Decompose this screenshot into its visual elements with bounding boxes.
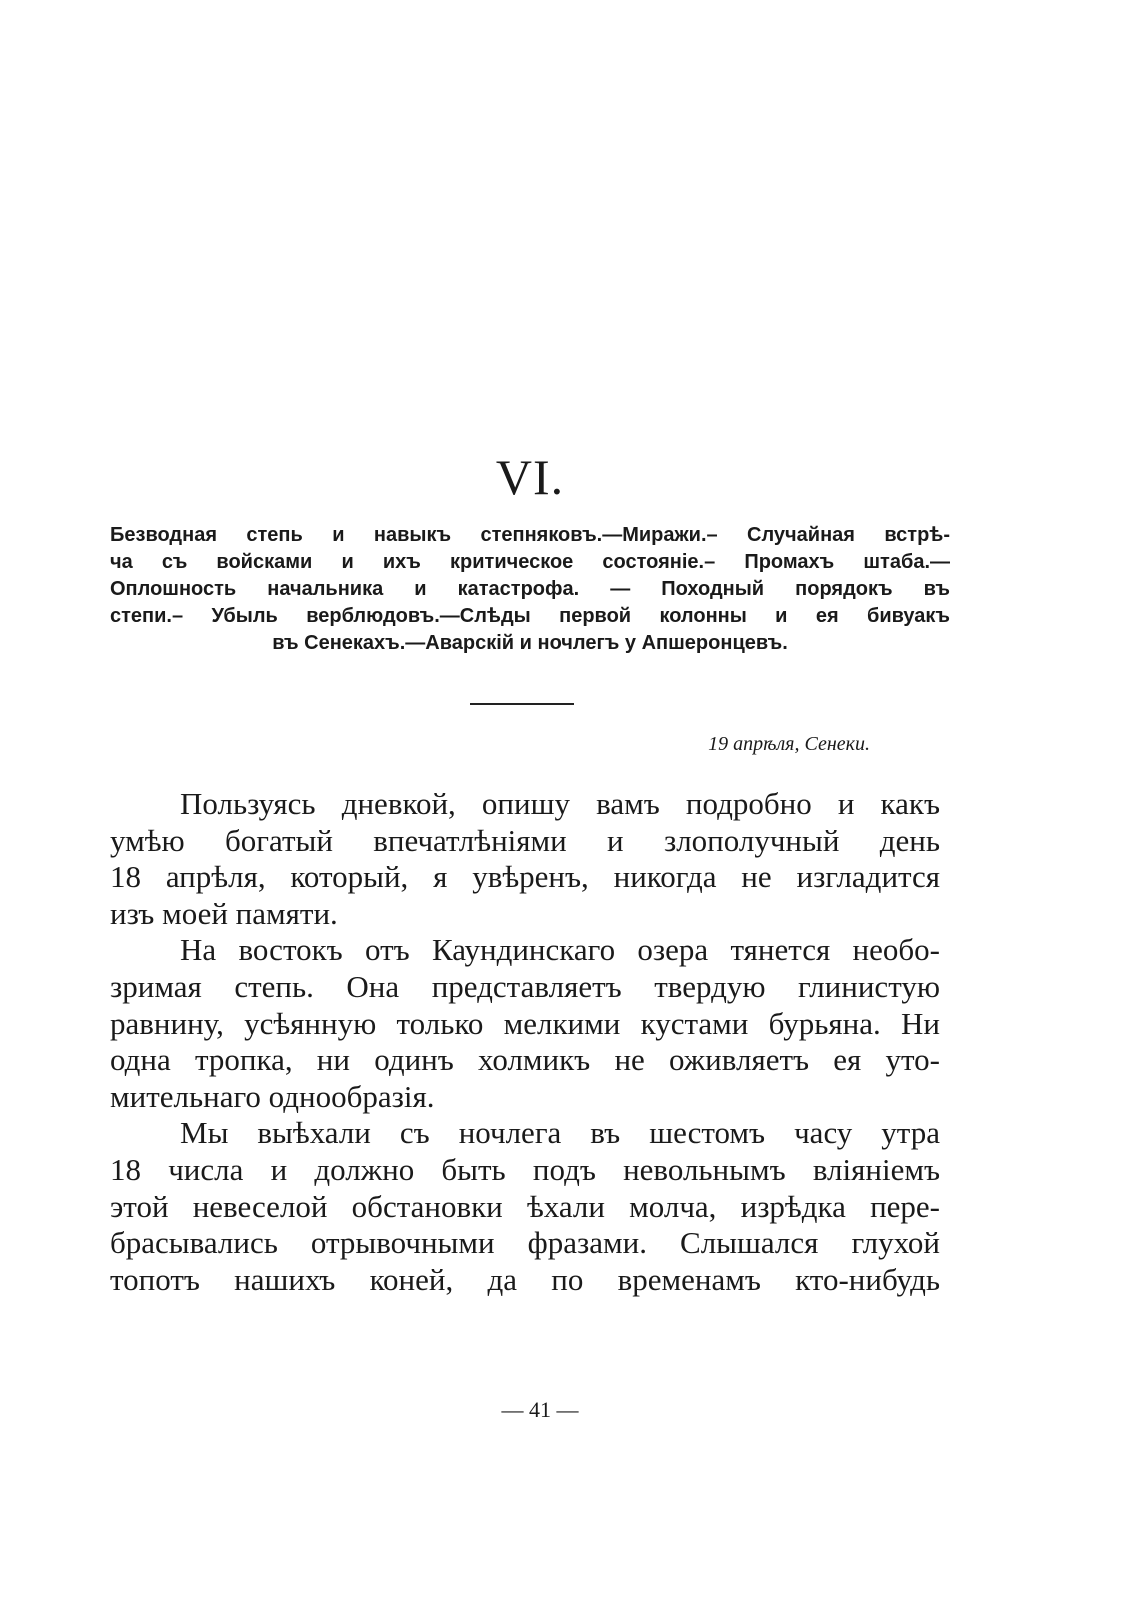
- body-line: 18 числа и должно быть подъ невольнымъ вліяніемъ: [110, 1151, 940, 1187]
- section-divider: [470, 703, 574, 705]
- body-line: брасывались отрывочными фразами. Слышался глухой: [110, 1225, 940, 1261]
- body-line: одна тропка, ни одинъ холмикъ не оживляетъ ея уто-: [110, 1042, 940, 1078]
- body-text: [110, 786, 940, 1298]
- body-line: 18 апрѣля, который, я увѣренъ, никогда не изгладится: [110, 859, 940, 895]
- body-line: этой невеселой обстановки ѣхали молча, изрѣдка пере-: [110, 1188, 940, 1224]
- body-line: зримая степь. Она представляетъ твердую глинистую: [110, 968, 940, 1004]
- chapter-summary: [110, 522, 950, 657]
- summary-line: Оплошность начальника и катастрофа. — Походный порядокъ въ: [110, 578, 950, 600]
- summary-line: степи.– Убыль верблюдовъ.—Слѣды первой колонны и ея бивуакъ: [110, 605, 950, 627]
- body-line: изъ моей памяти.: [110, 895, 338, 931]
- chapter-number: VI.: [495, 449, 565, 505]
- dateline: 19 апрѣля, Сенеки.: [708, 733, 870, 755]
- body-line: Пользуясь дневкой, опишу вамъ подробно и какъ: [180, 786, 940, 821]
- body-line: топотъ нашихъ коней, да по временамъ кто-нибудь: [110, 1261, 940, 1297]
- summary-line: ча съ войсками и ихъ критическое состояніе.– Промахъ штаба.—: [110, 551, 950, 573]
- body-line: мительнаго однообразія.: [110, 1078, 435, 1114]
- body-line: равнину, усѣянную только мелкими кустами бурьяна. Ни: [110, 1005, 940, 1041]
- body-line: На востокъ отъ Каундинскаго озера тянется необо-: [180, 932, 940, 968]
- body-line: умѣю богатый впечатлѣніями и злополучный день: [110, 822, 940, 858]
- summary-line: Безводная степь и навыкъ степняковъ.—Миражи.– Случайная встрѣ-: [110, 524, 950, 546]
- body-line: Мы выѣхали съ ночлега въ шестомъ часу утра: [180, 1115, 940, 1151]
- summary-line: въ Сенекахъ.—Аварскій и ночлегъ у Апшеронцевъ.: [272, 632, 788, 654]
- page-number: — 41 —: [501, 1397, 579, 1422]
